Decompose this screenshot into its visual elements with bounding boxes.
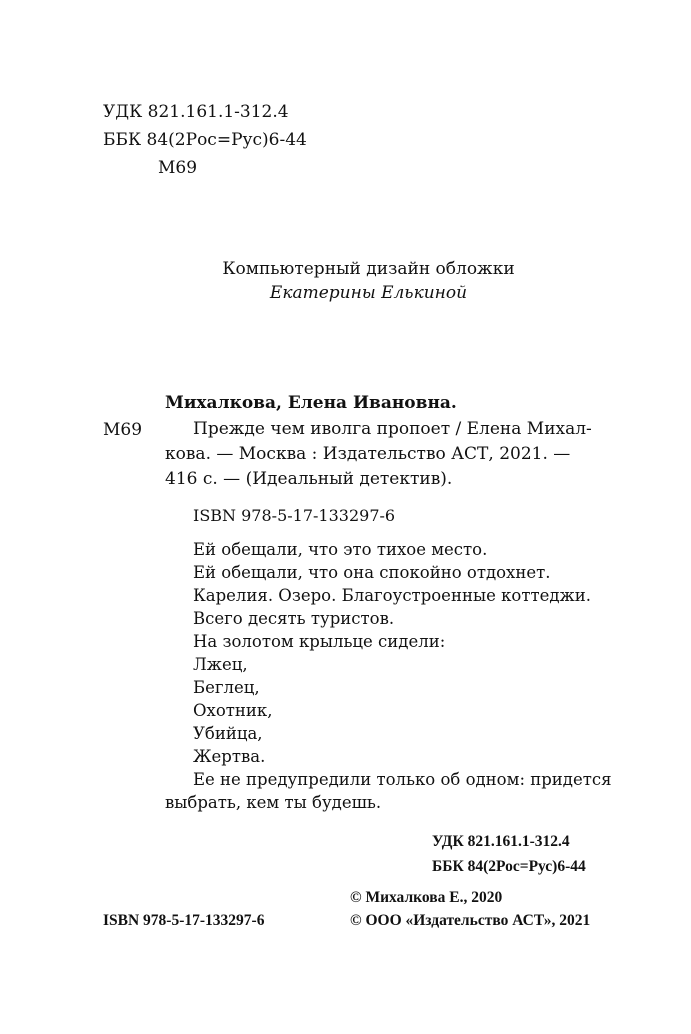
isbn-record: ISBN 978-5-17-133297-6 xyxy=(193,506,396,525)
annotation-line: Ее не предупредили только об одном: придется xyxy=(193,770,612,789)
cover-design-credit: Компьютерный дизайн обложки xyxy=(222,259,515,279)
annotation-line: Беглец, xyxy=(193,678,260,697)
annotation-line: Жертва. xyxy=(193,747,266,766)
description-line: Прежде чем иволга пропоет / Елена Михал- xyxy=(193,419,592,439)
annotation-line: Лжец, xyxy=(193,655,248,674)
bbk-code-top: ББК 84(2Рос=Рус)6-44 xyxy=(103,130,307,150)
annotation-line: Всего десять туристов. xyxy=(193,609,395,628)
author-mark-record: М69 xyxy=(103,420,143,440)
copyright-author: © Михалкова Е., 2020 xyxy=(350,889,503,906)
description-line: 416 с. — (Идеальный детектив). xyxy=(165,469,453,489)
annotation-line: Убийца, xyxy=(193,724,263,743)
annotation-line: Охотник, xyxy=(193,701,273,720)
annotation-line: На золотом крыльце сидели: xyxy=(193,632,446,651)
bbk-code-footer: ББК 84(2Рос=Рус)6-44 xyxy=(432,858,586,875)
udk-code-footer: УДК 821.161.1-312.4 xyxy=(432,833,570,850)
copyright-publisher: © ООО «Издательство АСТ», 2021 xyxy=(350,912,591,929)
udk-code-top: УДК 821.161.1-312.4 xyxy=(103,102,289,122)
annotation-line: Карелия. Озеро. Благоустроенные коттеджи. xyxy=(193,586,591,605)
author-heading: Михалкова, Елена Ивановна. xyxy=(165,393,457,413)
cover-designer-name: Екатерины Елькиной xyxy=(269,283,468,303)
isbn-footer: ISBN 978-5-17-133297-6 xyxy=(103,912,265,929)
annotation-line: Ей обещали, что она спокойно отдохнет. xyxy=(193,563,551,582)
description-line: кова. — Москва : Издательство АСТ, 2021. — xyxy=(165,444,571,464)
author-mark-top: М69 xyxy=(158,158,198,178)
annotation-line: выбрать, кем ты будешь. xyxy=(165,793,382,812)
annotation-line: Ей обещали, что это тихое место. xyxy=(193,540,488,559)
